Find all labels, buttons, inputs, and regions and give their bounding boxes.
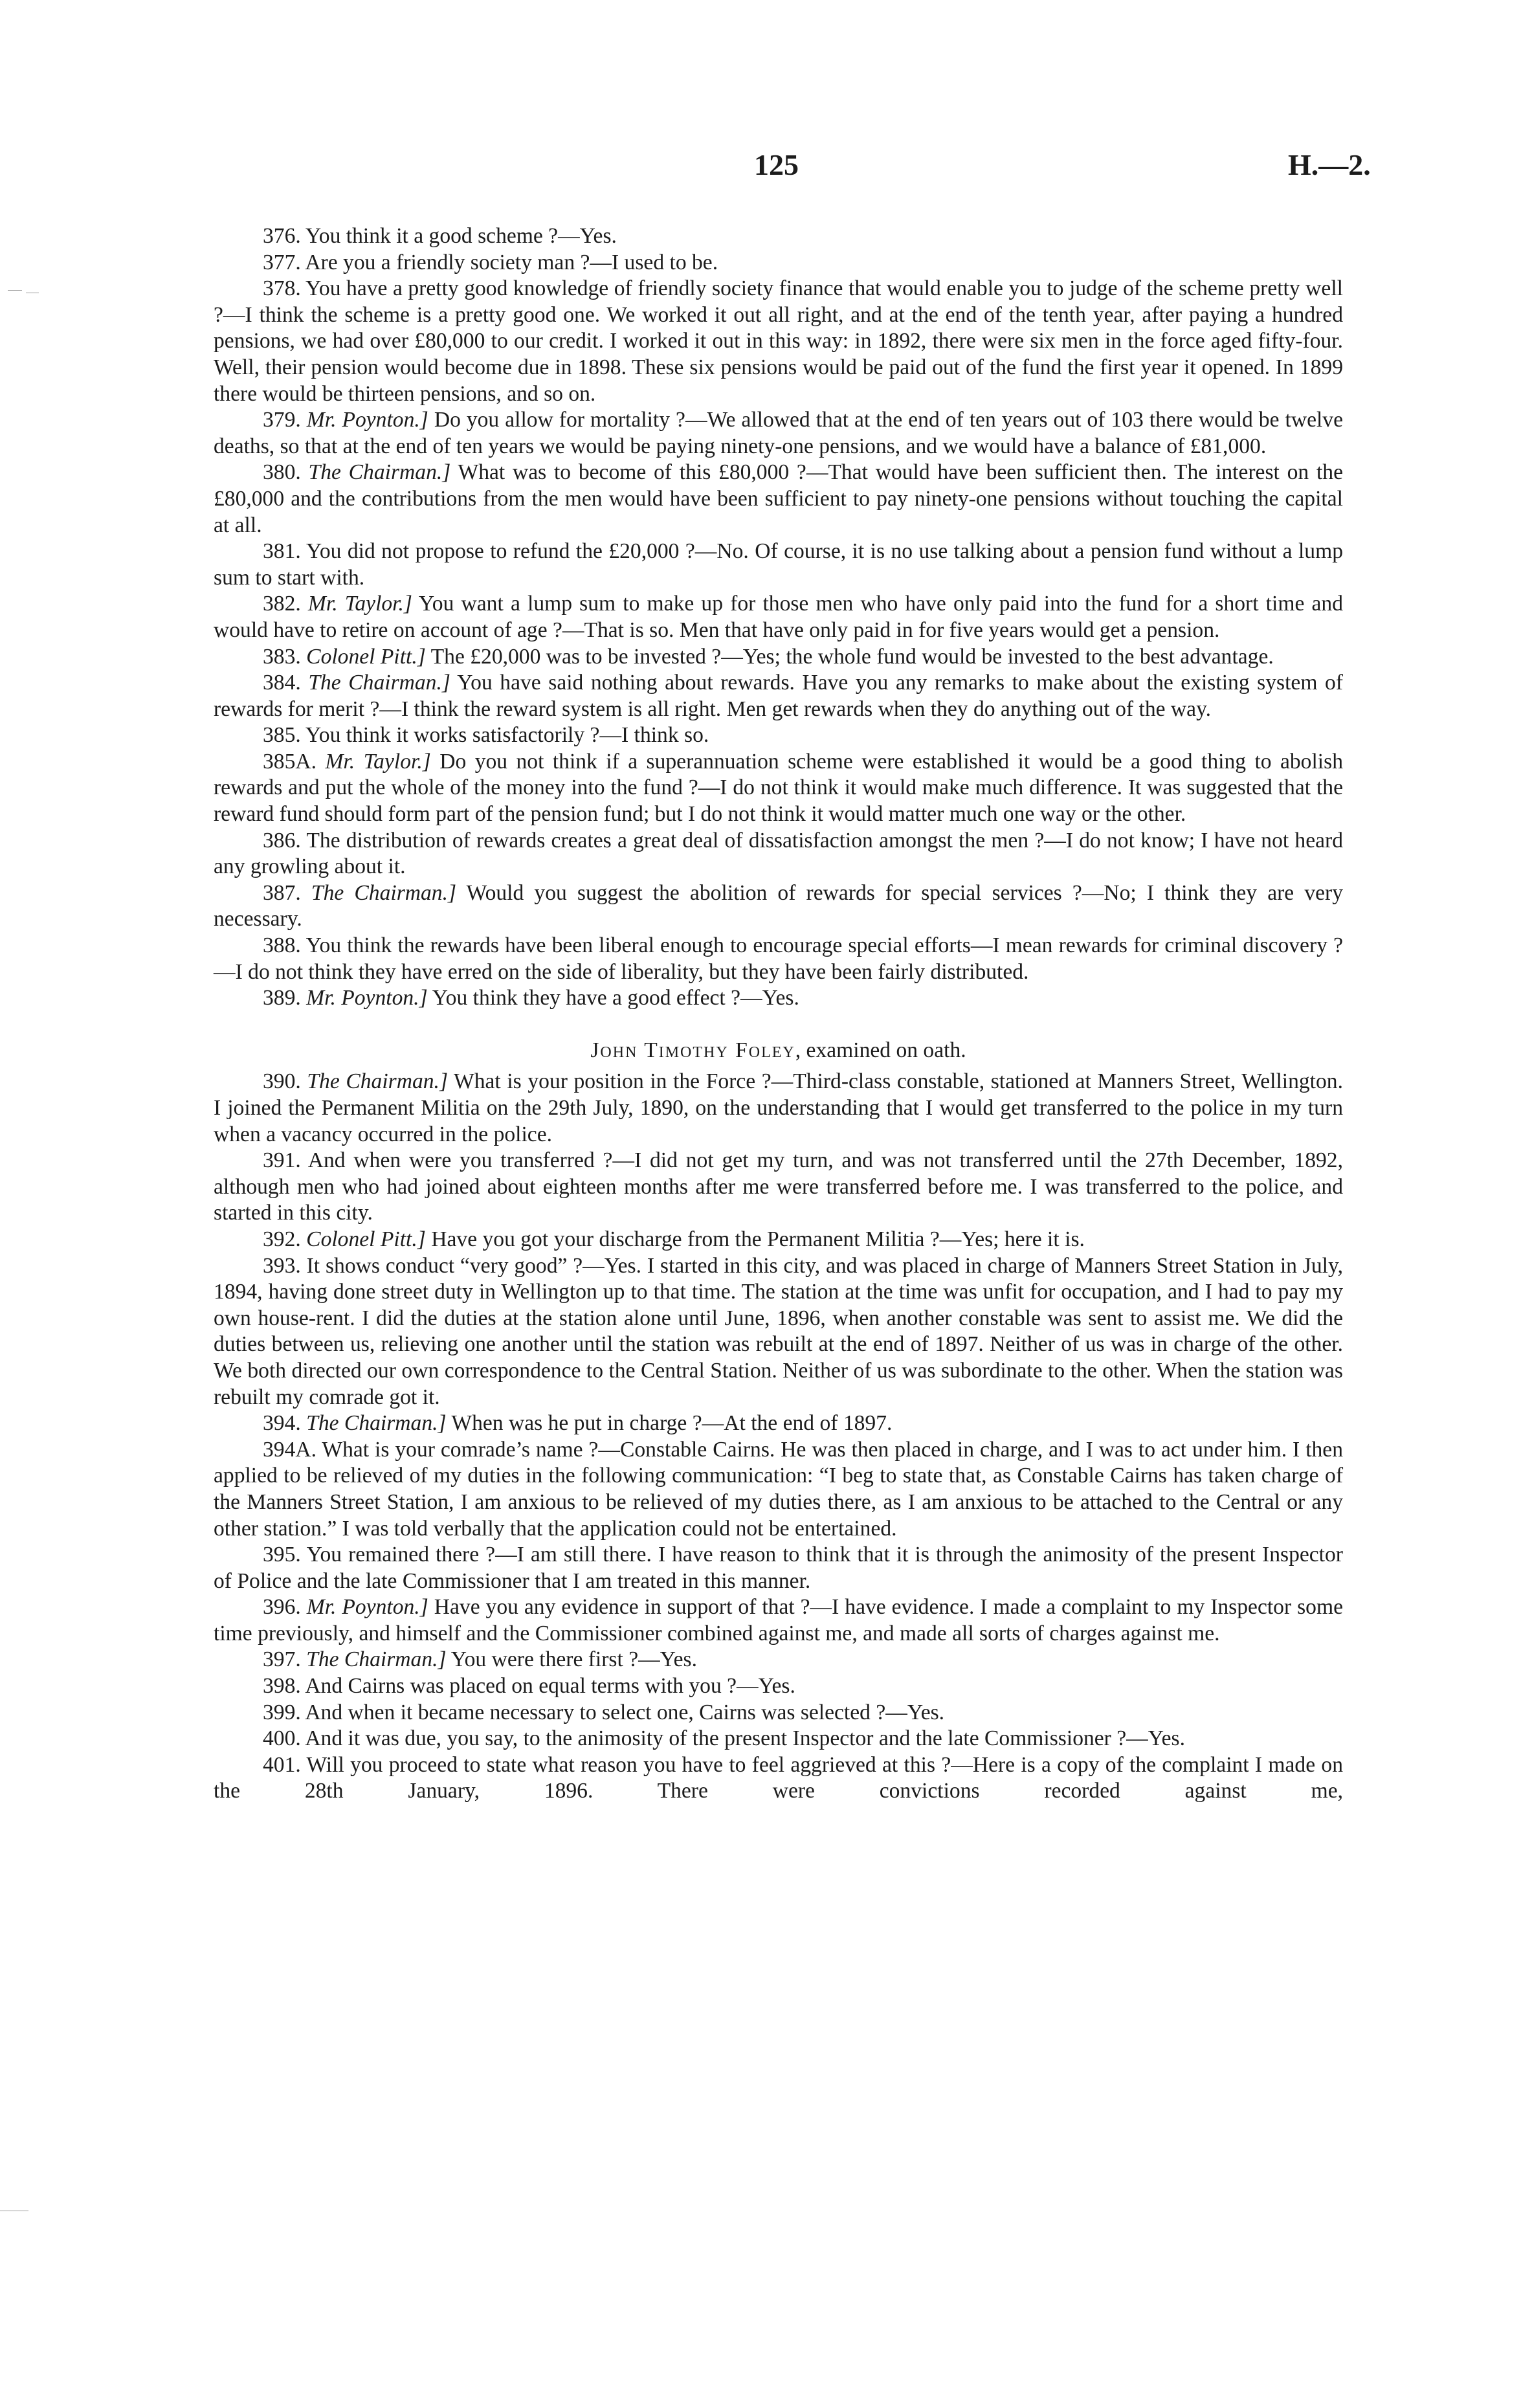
question-number: 399.	[263, 1700, 301, 1724]
speaker-name: Colonel Pitt.]	[306, 1227, 426, 1251]
question-number: 400.	[263, 1726, 301, 1751]
question-text: When was he put in charge ?—At the end of 1897.	[451, 1411, 893, 1436]
question-number: 388.	[263, 933, 301, 958]
question-number: 389.	[263, 986, 301, 1010]
question-paragraph	[214, 539, 1343, 591]
question-number: 394A.	[263, 1437, 317, 1462]
speaker-name: Mr. Poynton.]	[306, 1595, 428, 1620]
speaker-name: The Chairman.]	[308, 460, 451, 485]
question-text: You think they have a good effect ?—Yes.	[432, 986, 799, 1010]
question-number: 397.	[263, 1647, 301, 1672]
speaker-name: The Chairman.]	[306, 1411, 447, 1436]
question-number: 390.	[263, 1069, 301, 1094]
question-text: You want a lump sum to make up for those men who have only paid into the fund for a short time and would have to retire on account of age ?—That is so. Men that have only paid in for five years would get a pension.	[214, 592, 1343, 642]
question-text: And when it became necessary to select one, Cairns was selected ?—Yes.	[305, 1700, 945, 1724]
page-number: 125	[754, 148, 799, 181]
speaker-name: Colonel Pitt.]	[306, 644, 426, 669]
question-text: You think it a good scheme ?—Yes.	[305, 224, 617, 248]
question-number: 396.	[263, 1595, 301, 1620]
question-paragraph	[214, 1148, 1343, 1227]
question-paragraph	[214, 460, 1343, 539]
question-paragraph	[214, 1437, 1343, 1542]
question-paragraph	[214, 407, 1343, 460]
speaker-name: The Chairman.]	[307, 1069, 449, 1094]
question-number: 394.	[263, 1411, 301, 1436]
question-paragraph	[214, 1726, 1343, 1752]
question-paragraph	[214, 591, 1343, 643]
question-paragraph	[214, 1542, 1343, 1594]
question-number: 387.	[263, 880, 301, 905]
question-paragraph	[214, 828, 1343, 880]
witness-heading	[214, 1038, 1343, 1064]
question-paragraph	[214, 1410, 1343, 1437]
question-paragraph	[214, 880, 1343, 933]
question-paragraph	[214, 1647, 1343, 1673]
question-number: 392.	[263, 1227, 301, 1251]
question-paragraph	[214, 1227, 1343, 1253]
question-paragraph	[214, 1253, 1343, 1411]
question-number: 391.	[263, 1148, 301, 1173]
question-number: 379.	[263, 408, 301, 432]
question-paragraph	[214, 749, 1343, 828]
question-text: It shows conduct “very good” ?—Yes. I started in this city, and was placed in charge of Manners Street Station in July, 1894, having done street duty in Wellington up to that time. The station at the time was unfit for occupation, and I had to pay my own house-rent. I did the duties at the station alone until June, 1896, when another constable was sent to assist me. We did the duties between us, relieving one another until the station was rebuilt at the end of 1897. Neither of us was in charge of the other. We both directed our own correspondence to the Central Station. Neither of us was subordinate to the other. When the station was rebuilt my comrade got it.	[214, 1253, 1343, 1409]
question-paragraph	[214, 722, 1343, 749]
question-text: You think it works satisfactorily ?—I think so.	[305, 723, 709, 748]
question-number: 385A.	[263, 749, 317, 774]
question-text: You have said nothing about rewards. Have you any remarks to make about the existing system of rewards for merit ?—I think the reward system is all right. Men get rewards when they do anything out of the way.	[214, 671, 1343, 721]
question-paragraph	[214, 1752, 1343, 1805]
question-paragraph	[214, 250, 1343, 276]
question-text: What is your comrade’s name ?—Constable Cairns. He was then placed in charge, and I was to act under him. I then applied to be relieved of my duties in the following communication: “I beg to state that, as Constable Cairns has taken charge of the Manners Street Station, I am anxious to be relieved of my duties there, as I am anxious to be attached to the Central or any other station.” I was told verbally that the application could not be entertained.	[214, 1437, 1344, 1541]
question-paragraph	[214, 644, 1343, 671]
question-number: 381.	[263, 539, 301, 564]
question-paragraph	[214, 933, 1343, 985]
speaker-name: The Chairman.]	[311, 880, 457, 905]
question-paragraph	[214, 223, 1343, 250]
question-text: Do you not think if a superannuation scheme were established it would be a good thing to abolish rewards and put the whole of the money into the fund ?—I do not think it would make much difference. It was suggested that the reward fund should form part of the pension fund; but I do not think it would matter much one way or the other.	[214, 749, 1343, 827]
speaker-name: The Chairman.]	[308, 671, 450, 695]
question-paragraph	[214, 985, 1343, 1012]
testimony-section-2	[214, 1069, 1343, 1805]
margin-mark	[8, 290, 22, 291]
question-number: 383.	[263, 644, 301, 669]
question-paragraph	[214, 1594, 1343, 1647]
question-number: 380.	[263, 460, 301, 485]
question-paragraph	[214, 670, 1343, 722]
question-text: Have you any evidence in support of that ?—I have evidence. I made a complaint to my Inspector some time previously, and himself and the Commissioner combined against me, and made all sorts of charges against me.	[214, 1595, 1343, 1645]
page-header	[0, 148, 1521, 193]
question-number: 386.	[263, 828, 301, 853]
speaker-name: Mr. Poynton.]	[306, 408, 428, 432]
question-paragraph	[214, 1069, 1343, 1148]
question-text: Have you got your discharge from the Permanent Militia ?—Yes; here it is.	[431, 1227, 1085, 1251]
witness-heading-suffix: , examined on oath.	[795, 1038, 966, 1062]
question-text: The £20,000 was to be invested ?—Yes; the whole fund would be invested to the best advantage.	[430, 644, 1274, 669]
question-text: You remained there ?—I am still there. I have reason to think that it is through the animosity of the present Inspector of Police and the late Commissioner that I am treated in this manner.	[214, 1543, 1343, 1593]
question-number: 393.	[263, 1253, 301, 1278]
question-text: The distribution of rewards creates a great deal of dissatisfaction amongst the men ?—I do not know; I have not heard any growling about it.	[214, 828, 1344, 879]
question-number: 376.	[263, 224, 301, 248]
witness-name: John Timothy Foley	[590, 1038, 795, 1062]
question-number: 384.	[263, 671, 301, 695]
question-number: 385.	[263, 723, 301, 748]
question-number: 377.	[263, 250, 301, 274]
question-number: 398.	[263, 1674, 301, 1699]
question-text: You have a pretty good knowledge of friendly society finance that would enable you to judge of the scheme pretty well ?—I think the scheme is a pretty good one. We worked it out all right, and at the end of the tenth year, after paying a hundred pensions, we had over £80,000 to our credit. I worked it out in this way: in 1892, there were six men in the force aged fifty-four. Well, their pension would become due in 1898. These six pensions would be paid out of the fund the first year it opened. In 1899 there would be thirteen pensions, and so on.	[214, 276, 1343, 406]
question-number: 378.	[263, 276, 301, 301]
question-paragraph	[214, 1673, 1343, 1700]
testimony-section-1	[214, 223, 1343, 1012]
speaker-name: Mr. Poynton.]	[306, 986, 428, 1010]
question-text: What is your position in the Force ?—Third-class constable, stationed at Manners Street, Wellington. I joined the Permanent Militia on the 29th July, 1890, on the understanding that I would get transferred to the police in my turn when a vacancy occurred in the police.	[214, 1069, 1343, 1146]
question-text: You were there first ?—Yes.	[450, 1647, 697, 1672]
question-text: And it was due, you say, to the animosity of the present Inspector and the late Commissioner ?—Yes.	[305, 1726, 1185, 1751]
question-paragraph	[214, 276, 1343, 407]
question-number: 382.	[263, 592, 301, 616]
speaker-name: The Chairman.]	[306, 1647, 447, 1672]
speaker-name: Mr. Taylor.]	[307, 592, 412, 616]
question-number: 401.	[263, 1752, 301, 1777]
question-number: 395.	[263, 1543, 301, 1567]
question-text: Are you a friendly society man ?—I used to be.	[305, 250, 718, 274]
speaker-name: Mr. Taylor.]	[325, 749, 431, 774]
question-text: You did not propose to refund the £20,000 ?—No. Of course, it is no use talking about a pension fund without a lump sum to start with.	[214, 539, 1343, 590]
question-text: Would you suggest the abolition of rewards for special services ?—No; I think they are very necessary.	[214, 880, 1344, 931]
question-text: Do you allow for mortality ?—We allowed that at the end of ten years out of 103 there would be twelve deaths, so that at the end of ten years we would be paying ninety-one pensions, and we would have a balance of £81,000.	[214, 408, 1343, 458]
question-text: And when were you transferred ?—I did not get my turn, and was not transferred until the 27th December, 1892, although men who had joined about eighteen months after me were transferred before me. I was transferred to the police, and started in this city.	[214, 1148, 1343, 1225]
question-text: You think the rewards have been liberal enough to encourage special efforts—I mean rewards for criminal discovery ?—I do not think they have erred on the side of liberality, but they have been fairly distributed.	[214, 933, 1343, 984]
question-text: And Cairns was placed on equal terms with you ?—Yes.	[305, 1674, 795, 1699]
document-reference: H.—2.	[1288, 148, 1371, 181]
question-text: What was to become of this £80,000 ?—That would have been sufficient then. The interest on the £80,000 and the contributions from the men would have been sufficient to pay ninety-one pensions without touching the capital at all.	[214, 460, 1343, 537]
question-text: Will you proceed to state what reason you have to feel aggrieved at this ?—Here is a copy of the complaint I made on the 28th January, 1896. There were convictions recorded against me,	[214, 1752, 1343, 1803]
question-paragraph	[214, 1700, 1343, 1726]
testimony-body	[214, 223, 1343, 1805]
